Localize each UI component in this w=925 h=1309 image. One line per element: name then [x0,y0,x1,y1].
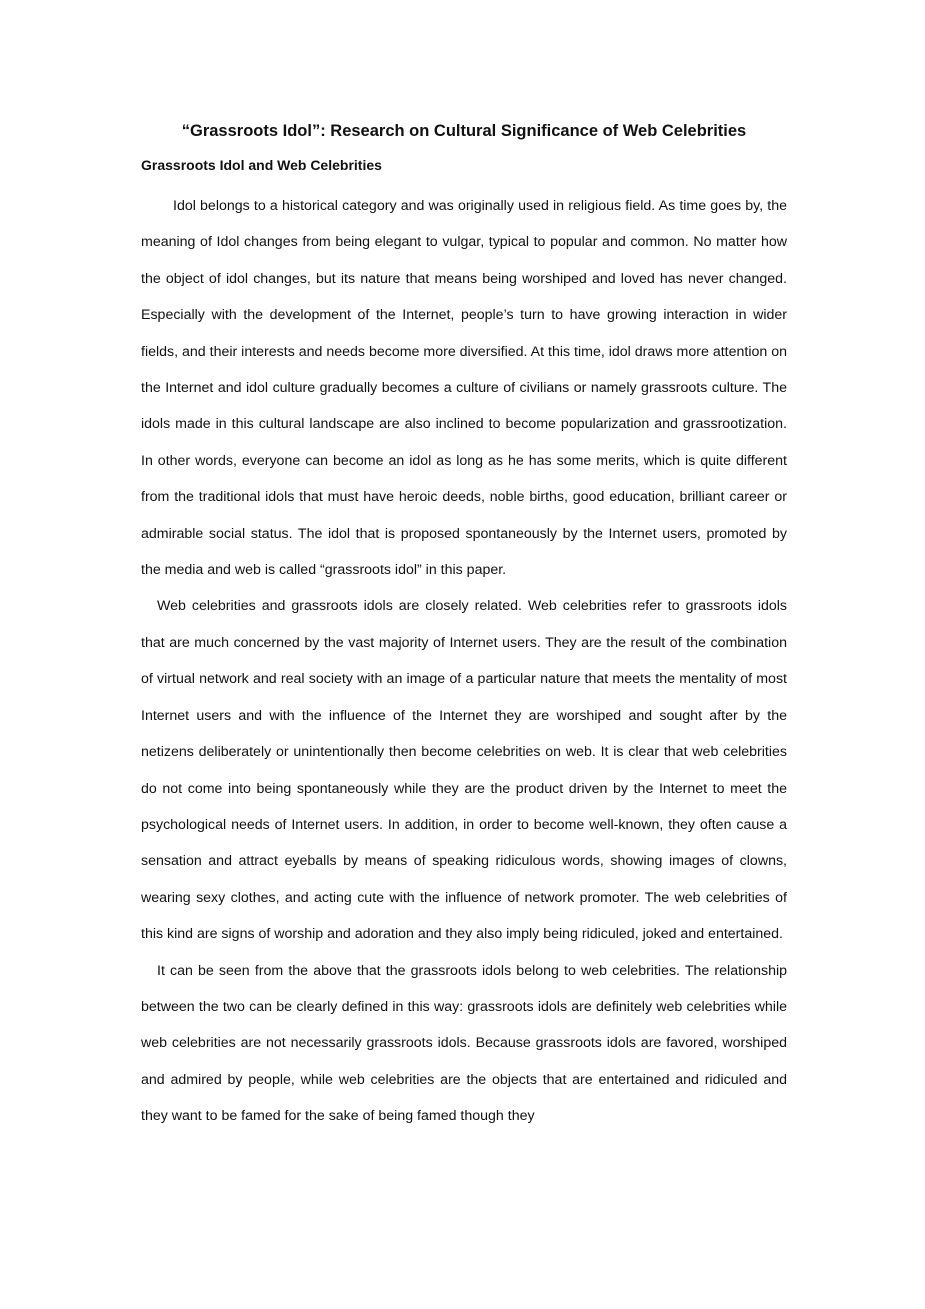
paragraph-3: It can be seen from the above that the grassroots idols belong to web celebrities. The relationship between the two can be clearly defined in this way: grassroots idols are definitely web celebrities while web celebrities are not necessarily grassroots idols. Because grassroots idols are favored, worshiped and admired by people, while web celebrities are the objects that are entertained and ridiculed and they want to be famed for the sake of being famed though they [141,962,787,1125]
document-page [141,118,787,1135]
paragraph-2: Web celebrities and grassroots idols are closely related. Web celebrities refer to grassroots idols that are much concerned by the vast majority of Internet users. They are the result of the combination of virtual network and real society with an image of a particular nature that meets the mentality of most Internet users and with the influence of the Internet they are worshiped and sought after by the netizens deliberately or unintentionally then become celebrities on web. It is clear that web celebrities do not come into being spontaneously while they are the product driven by the Internet to meet the psychological needs of Internet users. In addition, in order to become well-known, they often cause a sensation and attract eyeballs by means of speaking ridiculous words, showing images of clowns, wearing sexy clothes, and acting cute with the influence of network promoter. The web celebrities of this kind are signs of worship and adoration and they also imply being ridiculed, joked and entertained. [141,598,787,943]
section-heading: Grassroots Idol and Web Celebrities [141,157,382,173]
document-title: “Grassroots Idol”: Research on Cultural Significance of Web Celebrities [181,122,747,140]
paragraph-1: Idol belongs to a historical category and was originally used in religious field. As time goes by, the meaning of Idol changes from being elegant to vulgar, typical to popular and common. No matter how the object of idol changes, but its nature that means being worshiped and loved has never changed. Especially with the development of the Internet, people’s turn to have growing interaction in wider fields, and their interests and needs become more diversified. At this time, idol draws more attention on the Internet and idol culture gradually becomes a culture of civilians or namely grassroots culture. The idols made in this cultural landscape are also inclined to become popularization and grassrootization. In other words, everyone can become an idol as long as he has some merits, which is quite different from the traditional idols that must have heroic deeds, noble births, good education, brilliant career or admirable social status. The idol that is proposed spontaneously by the Internet users, promoted by the media and web is called “grassroots idol” in this paper. [141,198,787,579]
